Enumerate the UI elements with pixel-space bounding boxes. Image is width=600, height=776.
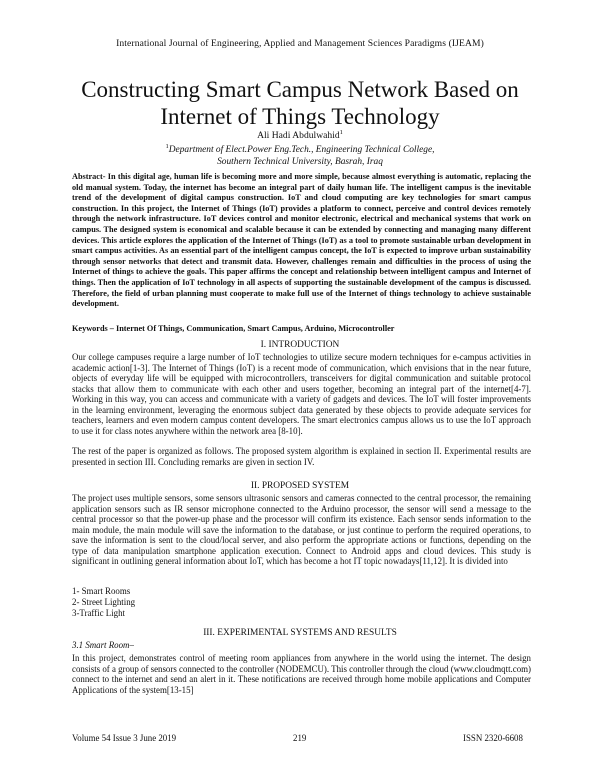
list-item-traffic-light: 3-Traffic Light (72, 608, 125, 618)
paper-title (40, 76, 560, 130)
footer-page-number: 219 (293, 733, 307, 743)
footer-volume: Volume 54 Issue 3 June 2019 (72, 733, 177, 743)
subsection-title-smart-room: 3.1 Smart Room– (72, 640, 134, 650)
section-heading-proposed-system: II. PROPOSED SYSTEM (250, 481, 350, 491)
list-item-smart-rooms: 1- Smart Rooms (72, 586, 131, 596)
author-name (0, 129, 600, 141)
affiliation-line-1: Department of Elect.Power Eng.Tech., Engineering Technical College, (168, 145, 435, 156)
affiliation-line-2: Southern Technical University, Basrah, Iraq (217, 156, 383, 167)
section-heading-experimental: III. EXPERIMENTAL SYSTEMS AND RESULTS (203, 628, 397, 638)
keywords: Keywords – Internet Of Things, Communication, Smart Campus, Arduino, Microcontroller (72, 324, 395, 333)
abstract: Abstract- In this digital age, human life is becoming more and more simple, because almost everything is automatic, replacing the old manual system. Today, the internet has become an integral part of daily human life. The intelligent campus is the inevitable trend of the development of digital campus construction. IoT and cloud computing are key technologies for smart campus construction. In this project, the Internet of Things (IoT) provides a platform to connect, perceive and control devices remotely through the network infrastructure. IoT devices control and monitor electronic, electrical and mechanical systems that work on campus. The designed system is economical and scalable because it can be extended by connecting and managing many different devices. This article explores the application of the Internet of Things (IoT) as a tool to promote sustainable urban development in smart campus activities. As an essential part of the intelligent campus concept, the IoT is expected to improve urban sustainability through sensor networks that detect and transmit data. However, challenges remain and difficulties in the process of using the Internet of things to achieve the goals. This paper affirms the concept and relationship between intelligent campus and Internet of things. Then the application of IoT technology in all aspects of supporting the sustainable development of the campus is discussed. Therefore, the field of urban planning must cooperate to make full use of the Internet of things technology to achieve sustainable development. (72, 172, 531, 309)
affiliation (0, 141, 600, 168)
author-text: Ali Hadi Abdulwahid (257, 130, 340, 142)
list-item-street-lighting: 2- Street Lighting (72, 597, 136, 607)
author-superscript: 1 (339, 129, 343, 136)
footer-issn: ISSN 2320-6608 (463, 733, 523, 743)
experimental-paragraph: In this project, demonstrates control of meeting room appliances from anywhere in the world using the internet. The design consists of a group of sensors connected to the controller (NODEMCU). This controller through the cloud (www.cloudmqtt.com) connect to the internet and send an alert in it. These notifications are received through home mobile applications and Computer Applications of the system[13-15] (72, 653, 531, 695)
running-header: International Journal of Engineering, Applied and Management Sciences Paradigms (IJEAM) (116, 38, 484, 49)
proposed-system-paragraph: The project uses multiple sensors, some sensors ultrasonic sensors and cameras connected to the central processor, the remaining application sensors such as IR sensor microphone connected to the Arduino processor, the sensor will send a message to the central processor so that the power-up phase and the processor will confirm its existence. Each sensor sends information to the main module, the main module will save the information to the database, or just continue to perform the required operations, to save the information is sent to the cloud/local server, and also perform the appropriate actions or functions, depending on the type of data manipulation smartphone application execution. Connect to Android apps and cloud devices. This study is significant in outlining general information about IoT, which has become a hot IT topic nowadays[11,12]. It is divided into (72, 493, 531, 567)
title-line-2: Internet of Things Technology (160, 104, 440, 129)
title-line-1: Constructing Smart Campus Network Based on (81, 77, 519, 102)
section-heading-introduction: I. INTRODUCTION (260, 340, 340, 350)
introduction-paragraph: Our college campuses require a large number of IoT technologies to utilize secure modern techniques for e-campus activities in academic action[1-3]. The Internet of Things (IoT) is a recent mode of communication, which envisions that in the near future, objects of everyday life will be equipped with microcontrollers, transceivers for digital communication and suitable protocol stacks that allow them to communicate with each other and users together, becoming an integral part of the internet[4-7]. Working in this way, you can access and communicate with a variety of gadgets and devices. The IoT will foster improvements in the learning environment, leveraging the enormous subject data generated by these objects to provide adequate services for teachers, learners and even modern campus content developers. The smart electronics campus allows us to use the IoT approach to use it for class notes anywhere within the network area [8-10]. (72, 352, 531, 436)
affiliation-superscript: 1 (165, 143, 169, 150)
introduction-paragraph-outline: The rest of the paper is organized as follows. The proposed system algorithm is explained in section II. Experimental results are presented in section III. Concluding remarks are given in section IV. (72, 446, 531, 467)
